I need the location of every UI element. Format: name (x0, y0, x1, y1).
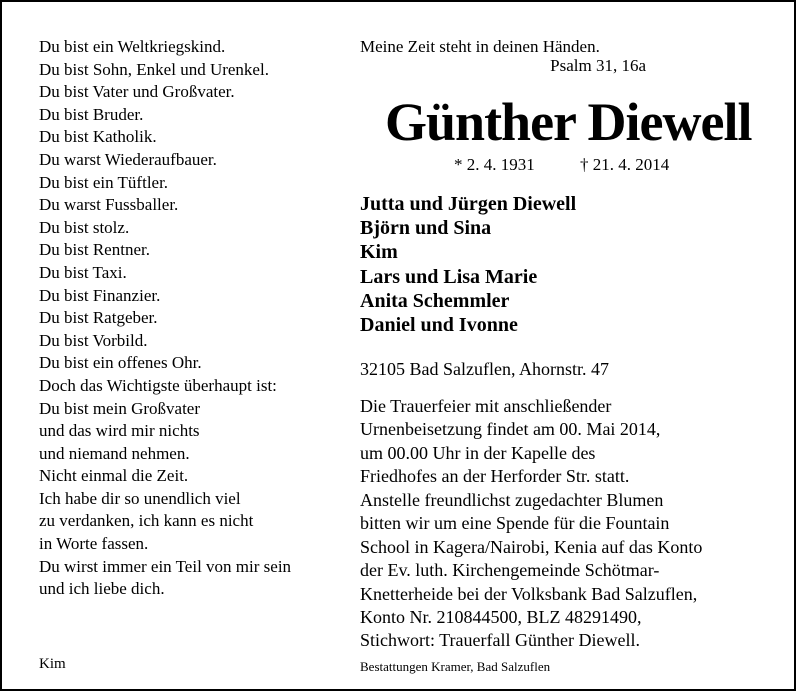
family-address: 32105 Bad Salzuflen, Ahornstr. 47 (360, 359, 609, 379)
mourner-name: Daniel und Ivonne (360, 314, 518, 337)
poem-line: und niemand nehmen. (39, 443, 190, 463)
poem (39, 36, 339, 601)
funeral-info (360, 395, 660, 489)
mourner-name: Björn und Sina (360, 217, 492, 240)
poem-line: Du bist stolz. (39, 217, 130, 237)
funeral-info-line: Die Trauerfeier mit anschließender (360, 396, 612, 416)
poem-line: Du warst Fussballer. (39, 195, 179, 215)
poem-line: Du bist Vorbild. (39, 330, 148, 350)
donation-info-line: Stichwort: Trauerfall Günther Diewell. (360, 630, 640, 651)
funeral-info-line: Friedhofes an der Herforder Str. statt. (360, 466, 630, 487)
mourner-name: Anita Schemmler (360, 289, 510, 312)
death-date: † 21. 4. 2014 (580, 155, 670, 174)
funeral-info-line: Urnenbeisetzung findet am 00. Mai 2014, (360, 419, 661, 440)
poem-line: Du bist ein offenes Ohr. (39, 353, 202, 373)
donation-info-line: Anstelle freundlichst zugedachter Blumen (360, 490, 664, 510)
mourner-name: Lars und Lisa Marie (360, 265, 538, 288)
poem-line: Du bist Katholik. (39, 127, 157, 147)
poem-line: Du bist Vater und Großvater. (39, 82, 235, 102)
poem-line: Du bist Bruder. (39, 104, 144, 124)
bible-verse-reference: Psalm 31, 16a (550, 56, 646, 75)
poem-line: und ich liebe dich. (39, 579, 165, 599)
poem-line: Nicht einmal die Zeit. (39, 466, 189, 486)
poem-line: Du bist Rentner. (39, 240, 150, 260)
poem-line: Du bist Finanzier. (39, 285, 161, 305)
undertaker-credit: Bestattungen Kramer, Bad Salzuflen (360, 659, 551, 674)
donation-info-line: School in Kagera/Nairobi, Kenia auf das Konto (360, 536, 703, 557)
poem-line: Du bist Ratgeber. (39, 308, 158, 328)
poem-line: Du bist Taxi. (39, 262, 127, 282)
donation-info-line: Konto Nr. 210844500, BLZ 48291490, (360, 607, 642, 628)
mourners-list (360, 192, 576, 337)
donation-info-line: Knetterheide bei der Volksbank Bad Salzuflen, (360, 583, 698, 604)
funeral-info-line: um 00.00 Uhr in der Kapelle des (360, 442, 596, 463)
birth-date: * 2. 4. 1931 (454, 155, 535, 174)
bible-verse-quote: Meine Zeit steht in deinen Händen. (360, 37, 600, 56)
poem-line: zu verdanken, ich kann es nicht (39, 511, 254, 531)
poem-line: Du bist ein Weltkriegskind. (39, 37, 226, 56)
poem-line: Ich habe dir so unendlich viel (39, 488, 241, 508)
poem-line: in Worte fassen. (39, 534, 149, 554)
poem-line: Du bist Sohn, Enkel und Urenkel. (39, 59, 269, 79)
poem-line: Du warst Wiederaufbauer. (39, 149, 217, 169)
poem-line: Du bist mein Großvater (39, 398, 200, 418)
donation-info (360, 489, 702, 653)
poem-signature: Kim (39, 656, 66, 672)
deceased-name: Günther Diewell (385, 92, 752, 152)
donation-info-line: bitten wir um eine Spende für die Fountain (360, 513, 670, 534)
poem-line: Doch das Wichtigste überhaupt ist: (39, 375, 277, 395)
mourner-name: Jutta und Jürgen Diewell (360, 193, 577, 215)
poem-line: und das wird mir nichts (39, 421, 200, 441)
poem-line: Du wirst immer ein Teil von mir sein (39, 556, 292, 576)
mourner-name: Kim (360, 241, 398, 264)
poem-line: Du bist ein Tüftler. (39, 172, 169, 192)
donation-info-line: der Ev. luth. Kirchengemeinde Schötmar- (360, 560, 660, 581)
